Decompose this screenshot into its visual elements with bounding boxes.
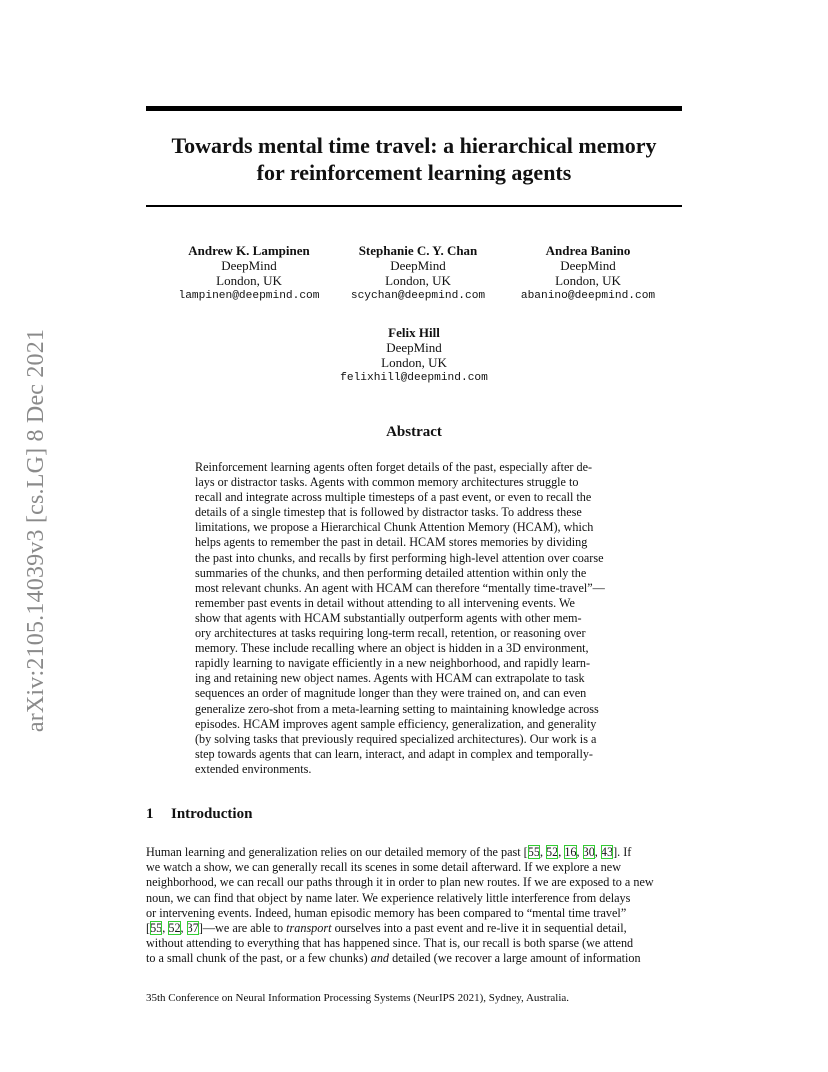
author-block bbox=[338, 243, 498, 304]
intro-text: ]—we are able to bbox=[198, 921, 287, 936]
abstract-line: summaries of the chunks, and then performing detailed attention within only the bbox=[195, 565, 587, 580]
author-location: London, UK bbox=[385, 273, 451, 289]
author-email: lampinen@deepmind.com bbox=[178, 289, 320, 302]
author-affiliation: DeepMind bbox=[390, 258, 446, 274]
intro-line: or intervening events. Indeed, human episodic memory has been compared to “mental time travel” bbox=[146, 905, 627, 920]
author-name: Andrew K. Lampinen bbox=[188, 243, 310, 258]
intro-text: to a small chunk of the past, or a few chunks) bbox=[146, 951, 371, 966]
abstract-line: extended environments. bbox=[195, 761, 312, 776]
abstract-line: show that agents with HCAM substantially outperform agents with other mem- bbox=[195, 610, 582, 625]
abstract-body bbox=[195, 460, 635, 777]
abstract-line: Reinforcement learning agents often forget details of the past, especially after de- bbox=[195, 460, 593, 474]
abstract-line: sequences an order of magnitude longer than they were trained on, and can even bbox=[195, 686, 587, 701]
abstract-line: remember past events in detail without attending to all intervening events. We bbox=[195, 595, 575, 610]
title-line: Towards mental time travel: a hierarchical memory bbox=[171, 133, 657, 158]
author-location: London, UK bbox=[555, 273, 621, 289]
intro-text: ourselves into a past event and re-live it in sequential detail, bbox=[331, 921, 627, 936]
citation-link[interactable]: 37 bbox=[186, 921, 199, 936]
abstract-line: lays or distractor tasks. Agents with common memory architectures struggle to bbox=[195, 475, 579, 490]
title-line: for reinforcement learning agents bbox=[256, 160, 572, 185]
arxiv-id: arXiv:2105.14039v3 [cs.LG] 8 Dec 2021 bbox=[23, 328, 50, 732]
intro-line bbox=[146, 951, 682, 966]
author-affiliation: DeepMind bbox=[386, 340, 442, 356]
intro-line: [55, 52, 37]—we are able to transport ourselves into a past event and re-live it in sequential detail, bbox=[146, 921, 627, 936]
conference-footnote: 35th Conference on Neural Information Processing Systems (NeurIPS 2021), Sydney, Australia. bbox=[146, 992, 570, 1004]
author-block bbox=[508, 243, 668, 304]
intro-line: without attending to everything that has happened since. That is, our recall is both sparse (we attend bbox=[146, 936, 634, 951]
author-name: Andrea Banino bbox=[545, 243, 631, 258]
intro-line: neighborhood, we can recall our paths through it in order to plan new routes. If we are exposed to a new bbox=[146, 875, 654, 890]
section-title: Introduction bbox=[171, 806, 253, 822]
intro-line: Human learning and generalization relies on our detailed memory of the past [55, 52, 16, 30, 43]. If bbox=[146, 845, 632, 859]
abstract-line: rapidly learning to navigate efficiently in a new neighborhood, and rapidly learn- bbox=[195, 656, 591, 671]
abstract-line: recall and integrate across multiple timesteps of a past event, or even to recall the bbox=[195, 490, 592, 505]
abstract-line: details of a single timestep that is followed by distractor tasks. To address these bbox=[195, 505, 582, 520]
abstract-line: generalize zero-shot from a meta-learning setting to maintaining knowledge across bbox=[195, 701, 599, 716]
author-name: Felix Hill bbox=[388, 325, 440, 340]
citation-link[interactable]: 55 bbox=[527, 845, 540, 859]
intro-text: [ bbox=[146, 921, 151, 936]
citation-link[interactable]: 16 bbox=[564, 845, 577, 859]
author-email: scychan@deepmind.com bbox=[350, 289, 486, 302]
abstract-line: the past into chunks, and recalls by first performing high-level attention over coarse bbox=[195, 550, 604, 565]
citation-link[interactable]: 30 bbox=[582, 845, 595, 859]
title-top-rule bbox=[146, 106, 682, 111]
intro-text: Human learning and generalization relies on our detailed memory of the past [ bbox=[146, 845, 528, 859]
abstract-line: limitations, we propose a Hierarchical Chunk Attention Memory (HCAM), which bbox=[195, 520, 594, 535]
paper-title bbox=[146, 132, 682, 186]
author-email: abanino@deepmind.com bbox=[520, 289, 656, 302]
citation-link[interactable]: 52 bbox=[546, 845, 559, 859]
intro-text: detailed (we recover a large amount of information bbox=[389, 951, 641, 966]
abstract-line: episodes. HCAM improves agent sample efficiency, generalization, and generality bbox=[195, 716, 597, 731]
emphasis-text: and bbox=[370, 951, 390, 966]
abstract-line: helps agents to remember the past in detail. HCAM stores memories by dividing bbox=[195, 535, 588, 550]
intro-line: we watch a show, we can generally recall its scenes in some detail afterward. If we explore a new bbox=[146, 860, 621, 875]
abstract-line: (by solving tasks that previously required specialized architectures). Our work is a bbox=[195, 731, 597, 746]
section-number: 1 bbox=[146, 806, 154, 822]
author-affiliation: DeepMind bbox=[560, 258, 616, 274]
author-block bbox=[170, 243, 328, 304]
abstract-line: memory. These include recalling where an object is hidden in a 3D environment, bbox=[195, 641, 589, 656]
intro-line: noun, we can find that object by name later. We experience relatively little interference from delays bbox=[146, 890, 631, 905]
author-email: felixhill@deepmind.com bbox=[340, 371, 488, 384]
author-block bbox=[324, 325, 504, 386]
author-name: Stephanie C. Y. Chan bbox=[358, 243, 478, 258]
author-affiliation: DeepMind bbox=[221, 258, 277, 274]
citation-link[interactable]: 52 bbox=[168, 921, 181, 936]
abstract-heading: Abstract bbox=[386, 424, 442, 440]
section-heading-introduction bbox=[146, 806, 252, 823]
arxiv-stamp bbox=[20, 295, 54, 765]
abstract-line: ory architectures at tasks requiring long-term recall, retention, or reasoning over bbox=[195, 626, 586, 641]
author-location: London, UK bbox=[381, 355, 447, 371]
author-location: London, UK bbox=[216, 273, 282, 289]
intro-text: ]. If bbox=[613, 845, 632, 859]
abstract-line: ing and retaining new object names. Agents with HCAM can extrapolate to task bbox=[195, 671, 585, 686]
abstract-line: step towards agents that can learn, interact, and adapt in complex and temporally- bbox=[195, 746, 593, 761]
abstract-line: most relevant chunks. An agent with HCAM can therefore “mentally time-travel”— bbox=[195, 580, 605, 595]
title-bottom-rule bbox=[146, 205, 682, 207]
emphasis-text: transport bbox=[286, 921, 332, 936]
citation-link[interactable]: 55 bbox=[150, 921, 163, 936]
introduction-body bbox=[146, 845, 682, 967]
citation-link[interactable]: 43 bbox=[600, 845, 614, 859]
